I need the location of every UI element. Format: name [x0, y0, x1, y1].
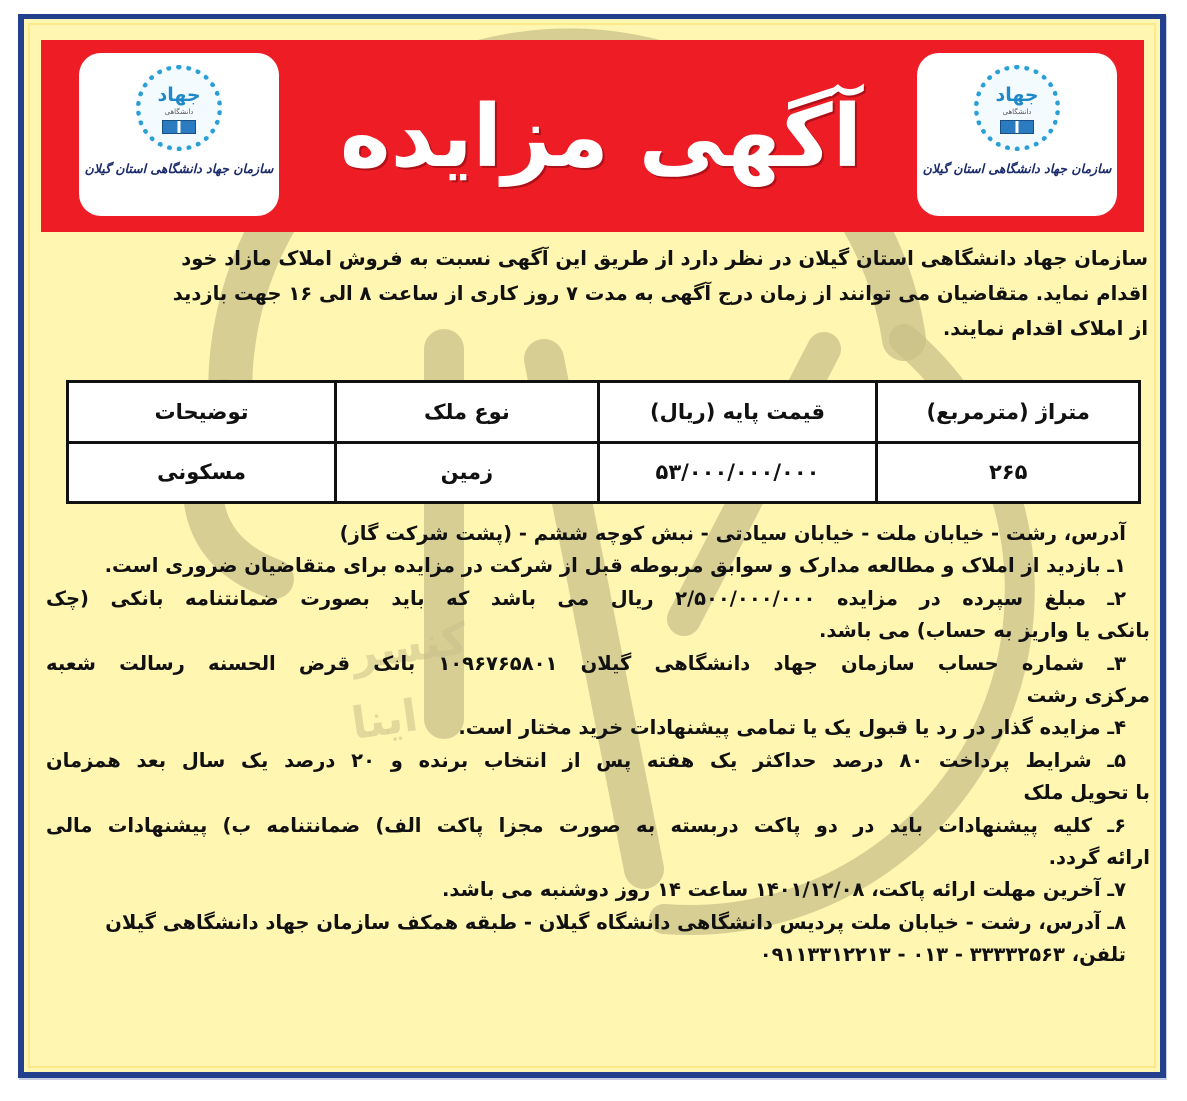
term-line: بانکی یا واریز به حساب) می باشد. — [818, 619, 1150, 643]
term-line: مرکزی رشت — [1026, 684, 1150, 708]
property-address — [46, 518, 1150, 550]
svg-text:کنسر: کنسر — [348, 613, 471, 680]
term-item-7 — [46, 874, 1150, 906]
term-item-6 — [46, 810, 1150, 875]
table-header-row — [68, 382, 1140, 443]
header-area: متراژ (مترمربع) — [877, 382, 1140, 443]
term-item-5 — [46, 745, 1150, 810]
address-line: آدرس، رشت - خیابان ملت - خیابان سیادتی - نبش کوچه ششم - (پشت شرکت گاز) — [339, 522, 1126, 545]
term-line: ۳ـ شماره حساب سازمان جهاد دانشگاهی گیلان ۱۰۹۶۷۶۵۸۰۱ بانک قرض الحسنه رسالت شعبه — [46, 651, 1126, 675]
term-item-2 — [46, 583, 1150, 648]
contact-phone: تلفن، ۳۳۳۳۲۵۶۳ - ۰۱۳ - ۰۹۱۱۳۳۱۲۲۱۳ — [759, 943, 1126, 967]
property-table — [66, 380, 1141, 504]
terms-list — [46, 518, 1150, 972]
cell-base-price: ۵۳/۰۰۰/۰۰۰/۰۰۰ — [598, 442, 877, 503]
term-line: ۲ـ مبلغ سپرده در مزایده ۲/۵۰۰/۰۰۰/۰۰۰ ریال می باشد که باید بصورت ضمانتنامه بانکی (چک — [46, 586, 1126, 610]
term-item-1 — [46, 550, 1150, 582]
emblem-subtitle: دانشگاهی — [164, 108, 194, 116]
term-item-4 — [46, 712, 1150, 744]
notice-frame — [18, 14, 1166, 1078]
header-description: توضیحات — [68, 382, 336, 443]
term-line: ۶ـ کلیه پیشنهادات باید در دو پاکت دربسته به صورت مجزا پاکت الف) ضمانتنامه ب) پیشنهادات مالی — [46, 813, 1126, 837]
intro-line: سازمان جهاد دانشگاهی استان گیلان در نظر دارد از طریق این آگهی نسبت به فروش املاک مازاد خود — [181, 247, 1148, 270]
emblem-title: جهاد — [995, 84, 1039, 106]
term-line: ۸ـ آدرس، رشت - خیابان ملت پردیس دانشگاهی دانشگاه گیلان - طبقه همکف سازمان جهاد دانشگاهی گیلان — [105, 910, 1126, 934]
cell-description: مسکونی — [68, 442, 336, 503]
cell-area: ۲۶۵ — [877, 442, 1140, 503]
term-line: ۵ـ شرایط پرداخت ۸۰ درصد حداکثر یک هفته پس از انتخاب برنده و ۲۰ درصد یک سال بعد همزمان — [46, 748, 1126, 772]
intro-paragraph — [44, 241, 1148, 346]
intro-line: از املاک اقدام نمایند. — [942, 317, 1148, 340]
emblem-subtitle: دانشگاهی — [1002, 108, 1032, 116]
header-property-type: نوع ملک — [336, 382, 599, 443]
emblem-title: جهاد — [157, 84, 201, 106]
header-base-price: قیمت پایه (ریال) — [598, 382, 877, 443]
intro-line: اقدام نماید. متقاضیان می توانند از زمان درج آگهی به مدت ۷ روز کاری از ساعت ۸ الی ۱۶ جهت بازدید — [172, 282, 1148, 305]
term-item-3 — [46, 648, 1150, 713]
term-line: ۱ـ بازدید از املاک و مطالعه مدارک و سوابق مربوطه قبل از شرکت در مزایده برای متقاضیان ضروری است. — [104, 554, 1126, 578]
term-line: ۷ـ آخرین مهلت ارائه پاکت، ۱۴۰۱/۱۲/۰۸ ساعت ۱۴ روز دوشنبه می باشد. — [442, 878, 1126, 902]
term-line: با تحویل ملک — [1023, 781, 1150, 805]
notice-title: آگهی مزایده — [339, 87, 863, 187]
logo-caption: سازمان جهاد دانشگاهی استان گیلان — [84, 161, 274, 176]
term-line: ۴ـ مزایده گذار در رد یا قبول یک یا تمامی پیشنهادات خرید مختار است. — [458, 716, 1126, 740]
term-item-8 — [46, 907, 1150, 972]
term-line: ارائه گردد. — [1048, 846, 1150, 870]
logo-caption: سازمان جهاد دانشگاهی استان گیلان — [922, 161, 1112, 176]
svg-text:اینا: اینا — [348, 690, 421, 750]
table-row — [68, 442, 1140, 503]
cell-property-type: زمین — [336, 442, 599, 503]
